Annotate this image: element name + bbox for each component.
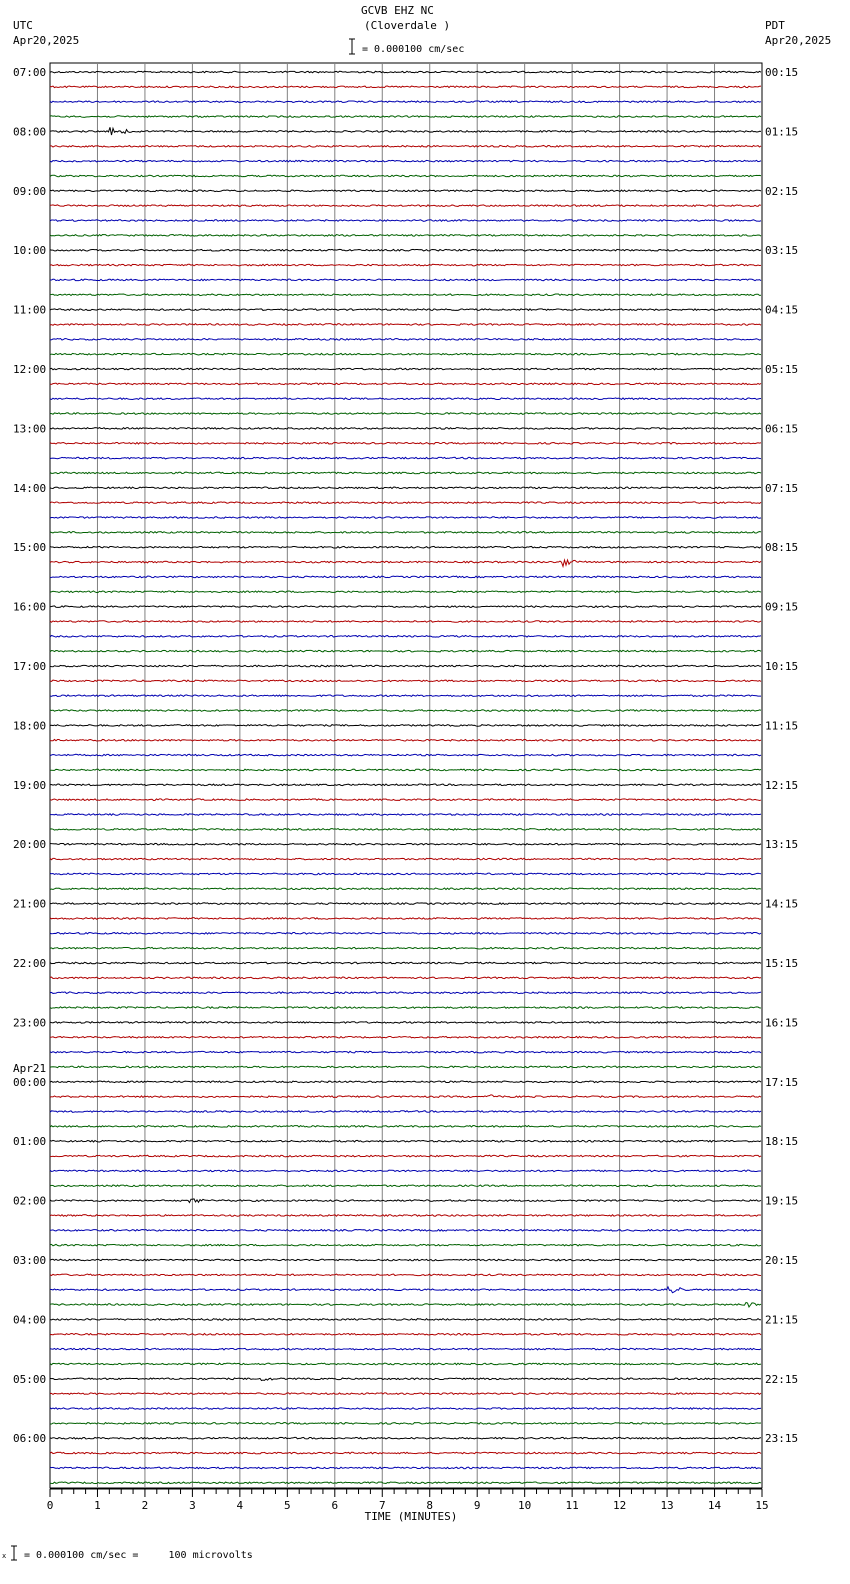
left-hour-label: 15:00 bbox=[13, 541, 47, 555]
left-hour-label: 18:00 bbox=[13, 719, 47, 733]
seismic-trace bbox=[50, 962, 761, 964]
left-hour-label: 09:00 bbox=[13, 184, 47, 198]
seismic-trace bbox=[50, 1022, 761, 1024]
left-hour-label: 21:00 bbox=[13, 897, 47, 911]
left-hour-label: 16:00 bbox=[13, 600, 47, 614]
seismic-trace bbox=[50, 71, 761, 73]
seismic-trace bbox=[50, 1244, 761, 1246]
seismic-trace bbox=[50, 665, 761, 667]
seismic-trace bbox=[50, 86, 761, 88]
seismic-trace bbox=[50, 353, 761, 355]
right-hour-label: 06:15 bbox=[765, 422, 799, 436]
x-tick-label: 1 bbox=[94, 1499, 101, 1512]
seismic-trace bbox=[50, 457, 761, 459]
x-tick-label: 3 bbox=[189, 1499, 196, 1512]
right-hour-label: 20:15 bbox=[765, 1254, 799, 1267]
left-hour-label: 23:00 bbox=[13, 1016, 47, 1030]
seismic-trace bbox=[50, 472, 761, 474]
footer-scale-note: = 0.000100 cm/sec = 100 microvolts bbox=[24, 1550, 253, 1561]
x-tick-label: 15 bbox=[755, 1499, 769, 1512]
x-axis-title: TIME (MINUTES) bbox=[364, 1510, 458, 1523]
seismic-trace bbox=[50, 116, 761, 118]
seismic-trace bbox=[50, 947, 761, 949]
x-tick-label: 14 bbox=[707, 1499, 722, 1512]
right-hour-label: 22:15 bbox=[765, 1372, 799, 1386]
right-hour-label: 12:15 bbox=[765, 778, 799, 792]
seismic-trace bbox=[50, 1111, 761, 1113]
seismic-trace bbox=[50, 769, 761, 771]
seismic-trace bbox=[50, 977, 761, 979]
seismic-trace bbox=[50, 1363, 761, 1365]
seismic-trace bbox=[50, 413, 761, 415]
right-hour-label: 05:15 bbox=[765, 363, 799, 376]
seismic-trace bbox=[50, 1302, 761, 1306]
left-hour-label: 06:00 bbox=[13, 1432, 47, 1446]
right-hour-label: 07:15 bbox=[765, 481, 799, 495]
seismic-trace bbox=[50, 1126, 761, 1128]
seismic-trace bbox=[50, 1081, 761, 1083]
left-hour-label: 07:00 bbox=[13, 66, 47, 79]
seismic-trace bbox=[50, 368, 761, 370]
seismic-trace bbox=[50, 279, 761, 281]
x-tick-label: 0 bbox=[46, 1499, 54, 1512]
seismic-trace bbox=[50, 739, 761, 741]
right-hour-label: 08:15 bbox=[765, 541, 799, 555]
seismic-trace bbox=[50, 843, 761, 845]
seismic-trace bbox=[50, 190, 761, 192]
left-hour-label: 13:00 bbox=[13, 422, 47, 436]
right-hour-label: 01:15 bbox=[765, 125, 799, 139]
x-tick-label: 7 bbox=[378, 1499, 386, 1512]
seismic-trace bbox=[50, 309, 761, 311]
left-hour-label: 14:00 bbox=[13, 481, 47, 495]
seismic-trace bbox=[50, 101, 761, 103]
seismic-trace bbox=[50, 383, 761, 385]
seismic-trace bbox=[50, 502, 761, 504]
seismic-trace bbox=[50, 591, 761, 593]
left-timezone: UTC bbox=[13, 19, 33, 32]
right-hour-label: 15:15 bbox=[765, 957, 799, 970]
seismic-trace bbox=[50, 784, 761, 786]
seismic-trace bbox=[50, 127, 761, 135]
seismic-trace bbox=[50, 636, 761, 638]
right-hour-label: 19:15 bbox=[765, 1194, 799, 1208]
seismic-trace bbox=[50, 487, 761, 489]
seismic-trace bbox=[50, 903, 761, 905]
station-title: GCVB EHZ NC bbox=[361, 4, 434, 17]
right-hour-label: 10:15 bbox=[765, 660, 799, 673]
svg-text:x: x bbox=[2, 1552, 7, 1560]
seismic-trace bbox=[50, 873, 761, 875]
date-change-label: Apr21 bbox=[13, 1061, 47, 1075]
seismic-trace bbox=[50, 1393, 761, 1395]
left-hour-label: 17:00 bbox=[13, 660, 47, 673]
right-hour-label: 18:15 bbox=[765, 1135, 799, 1149]
seismic-trace bbox=[50, 339, 761, 341]
seismic-trace bbox=[50, 1095, 761, 1098]
left-hour-label: 05:00 bbox=[13, 1372, 47, 1386]
x-tick-label: 5 bbox=[284, 1499, 291, 1512]
seismic-trace bbox=[50, 814, 761, 816]
right-hour-label: 17:15 bbox=[765, 1075, 799, 1089]
x-tick-label: 8 bbox=[426, 1499, 434, 1512]
left-hour-label: 19:00 bbox=[13, 778, 47, 792]
seismic-trace bbox=[50, 1036, 761, 1038]
seismic-trace bbox=[50, 858, 761, 860]
left-hour-label: 04:00 bbox=[13, 1313, 47, 1327]
seismic-trace bbox=[50, 695, 761, 697]
seismic-trace bbox=[50, 1482, 761, 1484]
seismic-trace bbox=[50, 294, 761, 296]
right-timezone: PDT bbox=[765, 19, 785, 32]
seismic-trace bbox=[50, 1199, 761, 1203]
seismic-trace bbox=[50, 235, 761, 237]
seismic-trace bbox=[50, 205, 761, 207]
footer-scale-icon bbox=[2, 1544, 18, 1562]
right-date: Apr20,2025 bbox=[765, 34, 832, 47]
seismic-trace bbox=[50, 1170, 761, 1172]
seismic-trace bbox=[50, 1452, 761, 1454]
seismic-trace bbox=[50, 264, 761, 266]
right-hour-label: 16:15 bbox=[765, 1016, 799, 1030]
x-tick-label: 2 bbox=[141, 1499, 149, 1512]
seismic-trace bbox=[50, 799, 761, 801]
seismic-trace bbox=[50, 532, 761, 534]
seismic-trace bbox=[50, 992, 761, 994]
x-tick-label: 6 bbox=[331, 1499, 339, 1512]
left-hour-label: 00:00 bbox=[13, 1075, 47, 1089]
seismic-trace bbox=[50, 754, 761, 756]
seismic-trace bbox=[50, 1230, 761, 1232]
left-hour-label: 11:00 bbox=[13, 303, 47, 317]
seismic-trace bbox=[50, 442, 761, 444]
seismic-trace bbox=[50, 710, 761, 712]
right-hour-label: 23:15 bbox=[765, 1432, 799, 1446]
x-tick-label: 13 bbox=[660, 1499, 674, 1512]
right-hour-label: 03:15 bbox=[765, 244, 799, 258]
seismic-trace bbox=[50, 1215, 761, 1217]
scale-label: = 0.000100 cm/sec bbox=[362, 44, 465, 55]
x-tick-label: 9 bbox=[473, 1499, 481, 1512]
left-hour-label: 22:00 bbox=[13, 957, 47, 970]
right-hour-label: 00:15 bbox=[765, 66, 799, 79]
x-tick-label: 10 bbox=[518, 1499, 532, 1512]
left-hour-label: 01:00 bbox=[13, 1135, 47, 1149]
seismic-trace bbox=[50, 160, 761, 162]
seismic-trace bbox=[50, 918, 761, 920]
right-hour-label: 11:15 bbox=[765, 719, 799, 733]
seismic-trace bbox=[50, 1259, 761, 1261]
seismic-trace bbox=[50, 1348, 761, 1350]
right-hour-label: 04:15 bbox=[765, 303, 799, 317]
seismic-trace bbox=[50, 1155, 761, 1157]
seismic-trace bbox=[50, 576, 761, 578]
seismic-trace bbox=[50, 1007, 761, 1009]
right-hour-label: 21:15 bbox=[765, 1313, 799, 1327]
seismic-trace bbox=[50, 324, 761, 326]
right-hour-label: 09:15 bbox=[765, 600, 799, 614]
seismic-trace bbox=[50, 1287, 761, 1293]
seismic-trace bbox=[50, 933, 761, 935]
seismic-trace bbox=[50, 560, 761, 566]
seismic-trace bbox=[50, 1378, 761, 1381]
left-hour-label: 12:00 bbox=[13, 363, 47, 376]
seismic-trace bbox=[50, 1467, 761, 1469]
left-hour-label: 08:00 bbox=[13, 125, 47, 139]
x-tick-label: 4 bbox=[236, 1499, 244, 1512]
right-hour-label: 02:15 bbox=[765, 184, 799, 198]
seismic-trace bbox=[50, 1423, 761, 1425]
seismic-trace bbox=[50, 606, 761, 608]
seismic-trace bbox=[50, 1185, 761, 1187]
seismic-trace bbox=[50, 1437, 761, 1439]
x-tick-label: 12 bbox=[612, 1499, 627, 1512]
seismic-trace bbox=[50, 145, 761, 147]
seismic-trace bbox=[50, 1408, 761, 1410]
left-hour-label: 02:00 bbox=[13, 1194, 47, 1208]
station-location: (Cloverdale ) bbox=[364, 19, 451, 32]
seismic-trace bbox=[50, 725, 761, 727]
seismic-trace bbox=[50, 1140, 761, 1142]
left-date: Apr20,2025 bbox=[13, 34, 80, 47]
seismic-trace bbox=[50, 1333, 761, 1335]
seismic-trace bbox=[50, 621, 761, 623]
left-hour-label: 10:00 bbox=[13, 244, 47, 258]
seismic-trace bbox=[50, 175, 761, 177]
seismic-trace bbox=[50, 1319, 761, 1321]
seismic-trace bbox=[50, 650, 761, 652]
seismic-trace bbox=[50, 1066, 761, 1068]
seismic-trace bbox=[50, 888, 761, 890]
right-hour-label: 13:15 bbox=[765, 838, 799, 852]
x-tick-label: 11 bbox=[565, 1499, 579, 1512]
seismic-trace bbox=[50, 220, 761, 222]
seismic-trace bbox=[50, 680, 761, 682]
seismic-trace bbox=[50, 428, 761, 430]
seismic-trace bbox=[50, 517, 761, 519]
seismic-trace bbox=[50, 1274, 761, 1276]
right-hour-label: 14:15 bbox=[765, 897, 799, 911]
left-hour-label: 03:00 bbox=[13, 1254, 47, 1267]
seismic-trace bbox=[50, 398, 761, 400]
seismic-trace bbox=[50, 829, 761, 831]
seismic-trace bbox=[50, 546, 761, 548]
seismic-trace bbox=[50, 1051, 761, 1053]
seismic-trace bbox=[50, 249, 761, 251]
left-hour-label: 20:00 bbox=[13, 838, 47, 852]
